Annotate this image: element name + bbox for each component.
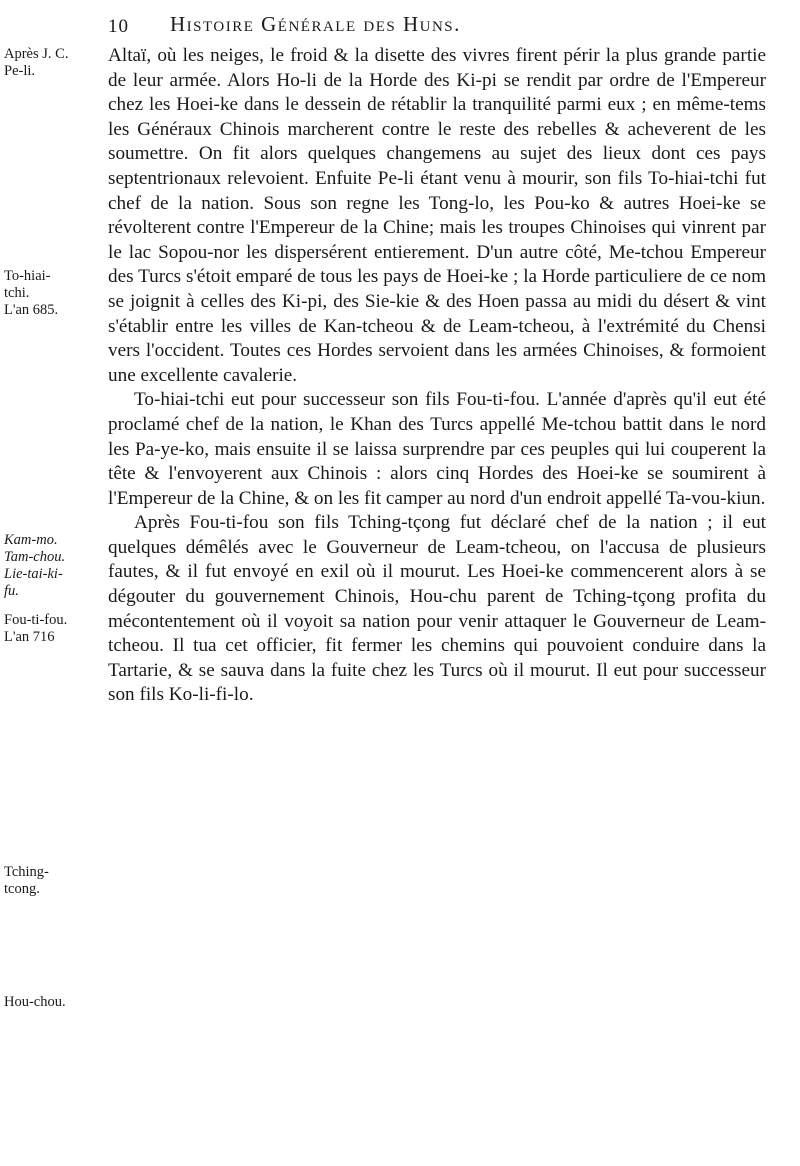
- margin-note-hou-chou: [4, 994, 100, 1011]
- margin-note-line: fu.: [4, 583, 19, 599]
- margin-note-tching-tcong: [4, 864, 100, 898]
- margin-note-line: Kam-mo.: [4, 532, 58, 548]
- margin-note-line: tcong.: [4, 881, 40, 897]
- margin-note-sources: [4, 532, 100, 600]
- margin-note-line: tchi.: [4, 285, 30, 301]
- margin-note-line: L'an 716: [4, 629, 55, 645]
- page-number: 10: [108, 16, 129, 37]
- margin-note-line: Hou-chou.: [4, 994, 66, 1010]
- margin-note-line: Après J. C.: [4, 46, 69, 62]
- margin-note-line: L'an 685.: [4, 302, 59, 318]
- margin-note-line: Tching-: [4, 864, 49, 880]
- paragraph: Après Fou-ti-fou son fils Tching-tçong fut déclaré chef de la nation ; il eut quelques démêlés avec le Gouverneur de Leam-tcheou, on l'accusa de plusieurs fautes, & il fut envoyé en exil où il mourut. Les Hoei-ke commencerent alors à se dégouter du gouvernement Chinois, Hou-chu parent de Tching-tçong profita du mécontentement où il voyoit sa nation pour venir attaquer le Gouverneur de Leam-tcheou. Il tua cet officier, fit fermer les chemins qui pouvoient conduire dans la Tartarie, & se sauva dans la fuite chez les Turcs où il mourut. Il eut pour successeur son fils Ko-li-fi-lo.: [108, 512, 766, 706]
- margin-note-line: Tam-chou.: [4, 549, 66, 565]
- margin-note-line: Fou-ti-fou.: [4, 612, 68, 628]
- margin-note-to-hiai-tchi: [4, 268, 100, 319]
- margin-note-line: Lie-tai-ki-: [4, 566, 63, 582]
- paragraph: Altaï, où les neiges, le froid & la disette des vivres firent périr la plus grande partie de leur armée. Alors Ho-li de la Horde des Ki-pi se rendit par ordre de l'Empereur chez les Hoei-ke dans le dessein de rétablir la tranquilité parmi eux ; en même-tems les Généraux Chinois marcherent contre le reste des rebelles & acheverent de les soumettre. On fit alors quelques changemens au sujet des lieux dont ces pays septentrionaux relevoient. Enfuite Pe-li étant venu à mourir, son fils To-hiai-tchi fut chef de la nation. Sous son regne les Tong-lo, les Pou-ko & autres Hoei-ke se révolterent contre l'Empereur de la Chine; mais les troupes Chinoises qui vinrent par le lac Sopou-nor les dispersérent entierement. D'un autre côté, Me-tchou Empereur des Turcs s'étoit emparé de tous les pays de Hoei-ke ; la Horde particuliere de ce nom se joignit à celles des Ki-pi, des Sie-kie & des Hoen passa au midi du désert & vint s'établir entre les villes de Kan-tcheou & de Leam-tcheou, à l'extrémité du Chensi vers l'occident. Toutes ces Hordes servoient dans les armées Chinoises, & formoient une excellente cavalerie.: [108, 45, 766, 386]
- margin-note-fou-ti-fou: [4, 612, 100, 646]
- paragraph: To-hiai-tchi eut pour successeur son fils Fou-ti-fou. L'année d'après qu'il eut été proclamé chef de la nation, le Khan des Turcs appellé Me-tchou battit dans le nord les Pa-ye-ko, mais ensuite il se laissa surprendre par ces peuples qui lui couperent la tête & l'envoyerent aux Chinois : alors cinq Hordes des Hoei-ke se soumirent à l'Empereur de la Chine, & on les fit camper au nord d'un endroit appellé Ta-vou-kiun.: [108, 389, 766, 509]
- page-header: [108, 12, 708, 42]
- running-title: Histoire Générale des Huns.: [170, 12, 461, 36]
- margin-note-line: Pe-li.: [4, 63, 36, 79]
- margin-note-apres-jc: [4, 46, 100, 80]
- main-text: [108, 44, 766, 708]
- margin-note-line: To-hiai-: [4, 268, 51, 284]
